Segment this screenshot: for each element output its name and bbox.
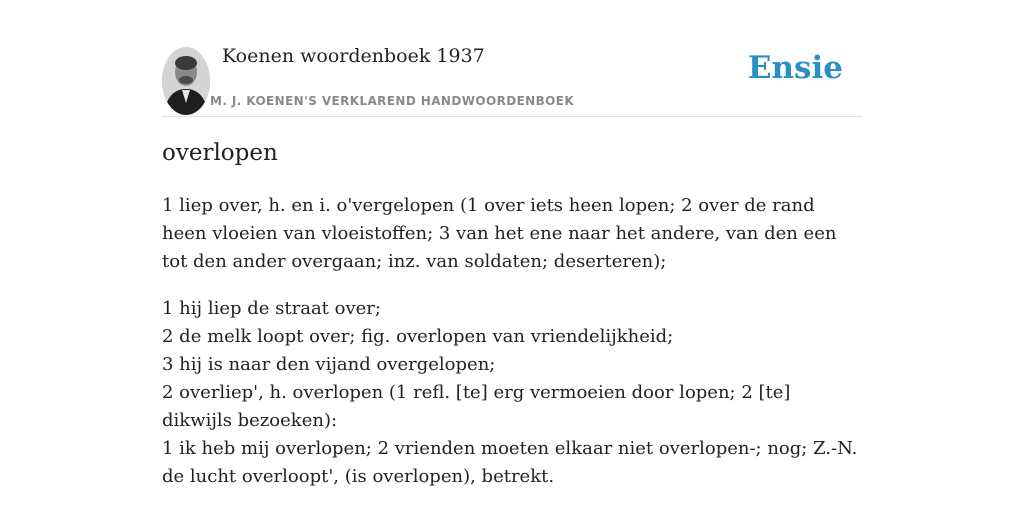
example-line: 1 ik heb mij overlopen; 2 vrienden moeten elkaar niet overlopen-; nog; Z.-N. de lucht overloopt', (is overlopen), betrekt. [162, 438, 858, 487]
page-container [162, 0, 862, 487]
ensie-logo-link[interactable]: Ensie [747, 50, 843, 86]
entry-definition: 1 liep over, h. en i. o'vergelopen (1 over iets heen lopen; 2 over de rand heen vloeien van vloeistoffen; 3 van het ene naar het andere, van den een tot den ander overgaan; inz. van soldaten; deserteren); [162, 195, 837, 272]
example-line: 2 de melk loopt over; fig. overlopen van vriendelijkheid; [162, 326, 674, 347]
site-header [162, 0, 862, 117]
author-portrait-icon [162, 47, 210, 115]
entry-examples [162, 295, 862, 491]
dictionary-title[interactable]: Koenen woordenboek 1937 [222, 45, 485, 67]
example-line: 1 hij liep de straat over; [162, 298, 381, 319]
entry-headword: overlopen [162, 140, 278, 166]
dictionary-subtitle: M. J. KOENEN'S VERKLAREND HANDWOORDENBOEK [210, 94, 575, 108]
sense-line: 2 overliep', h. overlopen (1 refl. [te] erg vermoeien door lopen; 2 [te] dikwijls bezoeken): [162, 382, 791, 431]
example-line: 3 hij is naar den vijand overgelopen; [162, 354, 496, 375]
